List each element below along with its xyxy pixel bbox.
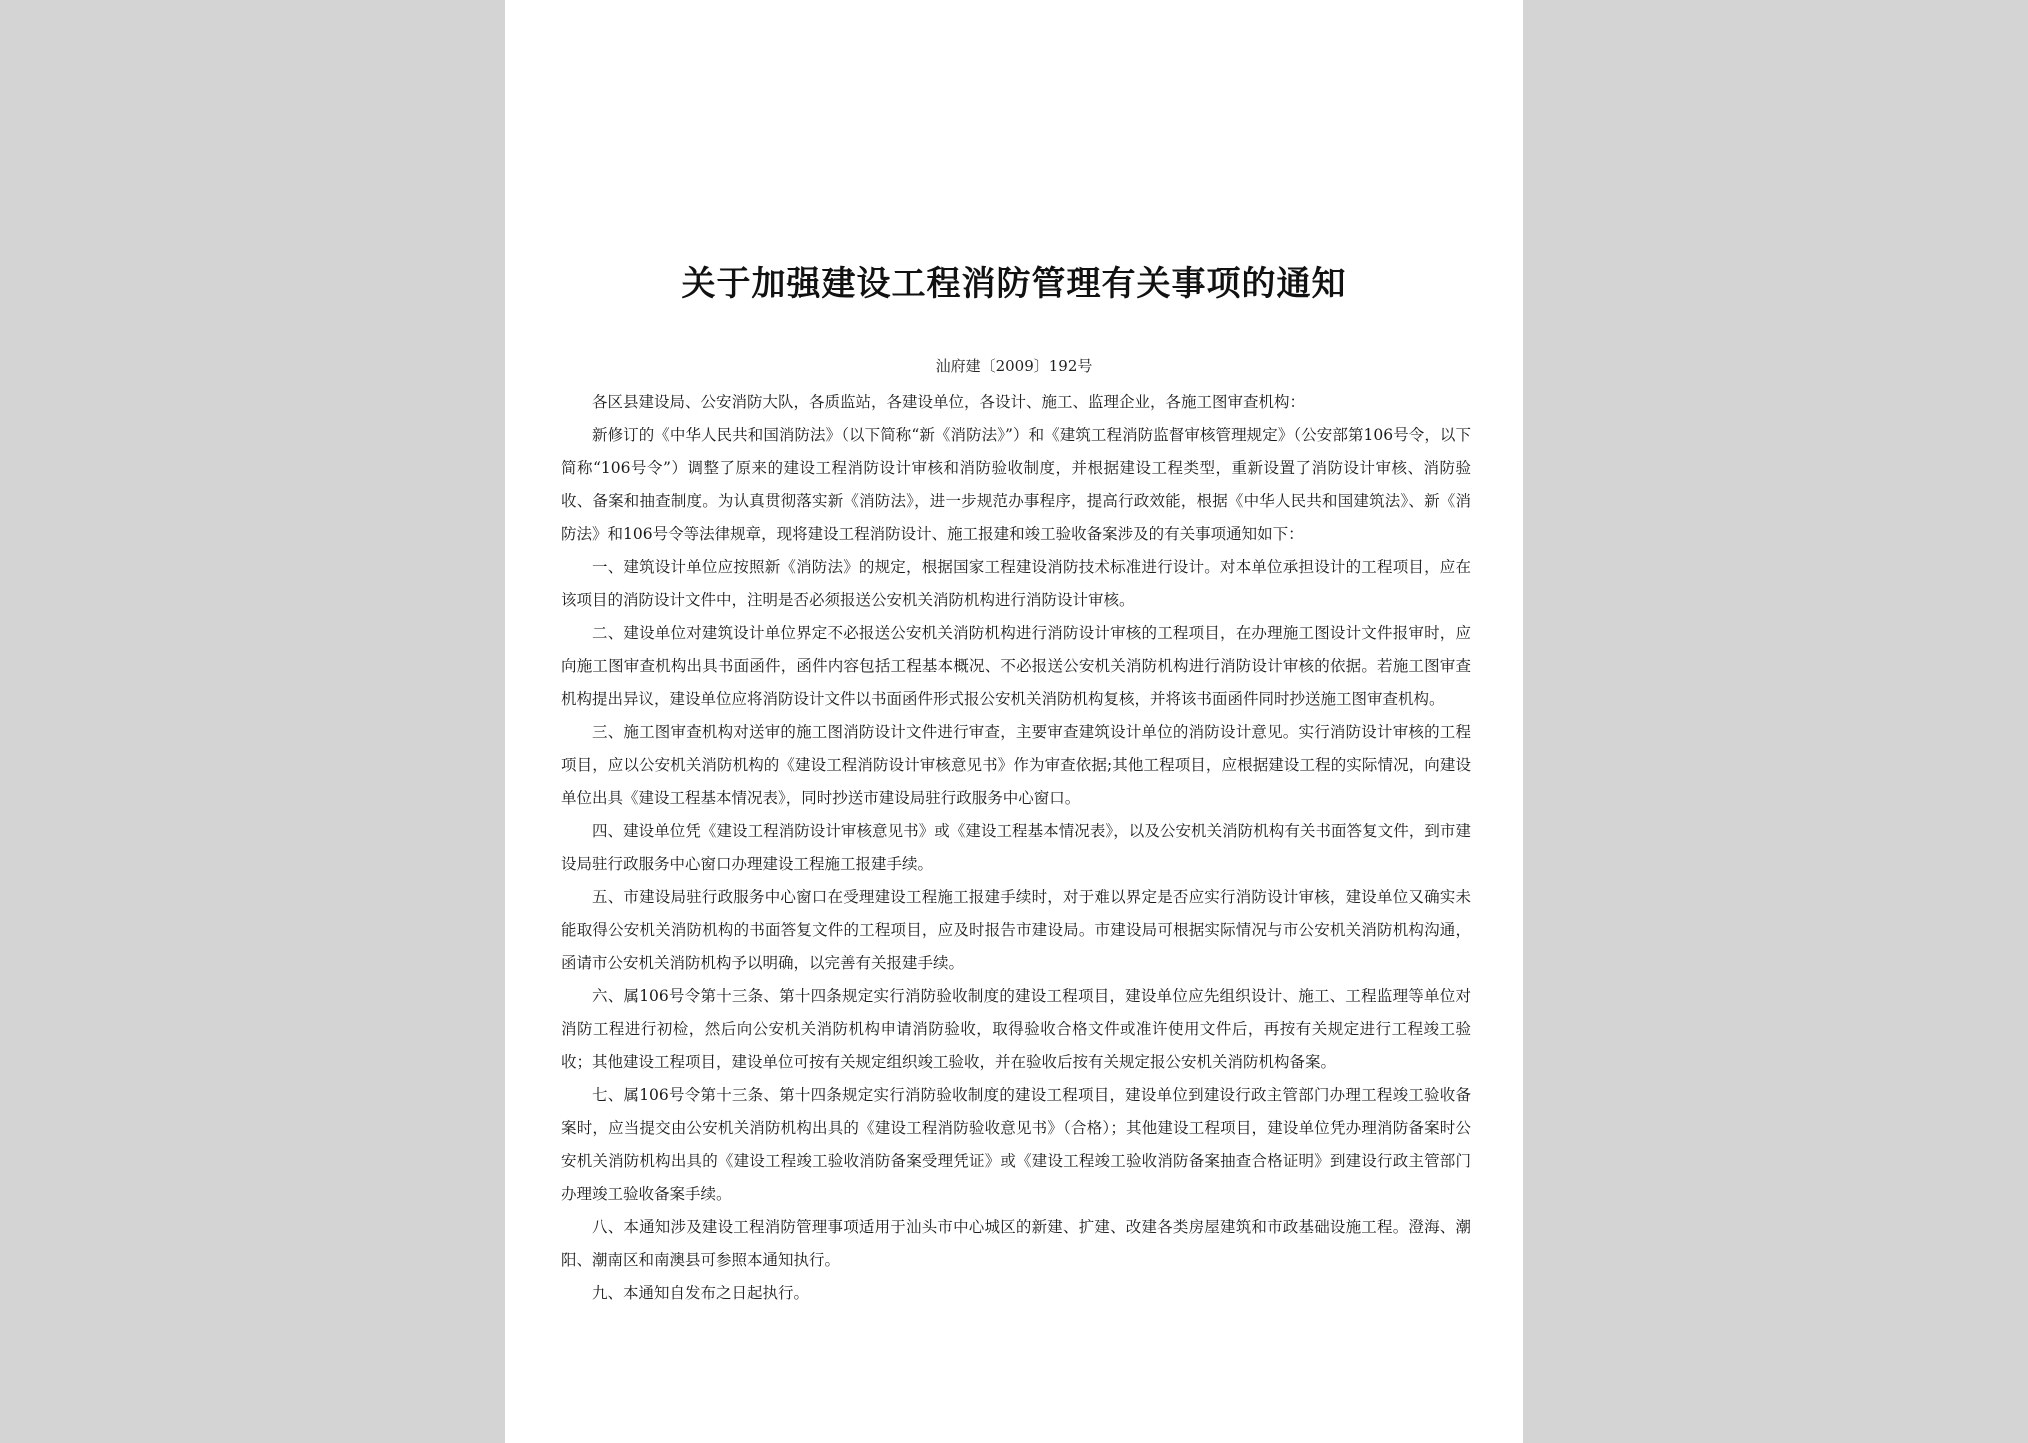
paragraph-item-6: 六、属106号令第十三条、第十四条规定实行消防验收制度的建设工程项目，建设单位应先组织设计、施工、工程监理等单位对消防工程进行初检，然后向公安机关消防机构申请消防验收，取得验收合格文件或准许使用文件后，再按有关规定进行工程竣工验收；其他建设工程项目，建设单位可按有关规定组织竣工验收，并在验收后按有关规定报公安机关消防机构备案。 xyxy=(561,987,1471,1071)
paragraph-item-5: 五、市建设局驻行政服务中心窗口在受理建设工程施工报建手续时，对于难以界定是否应实行消防设计审核，建设单位又确实未能取得公安机关消防机构的书面答复文件的工程项目，应及时报告市建设局。市建设局可根据实际情况与市公安机关消防机构沟通，函请市公安机关消防机构予以明确，以完善有关报建手续。 xyxy=(561,888,1471,972)
paragraph-item-4: 四、建设单位凭《建设工程消防设计审核意见书》或《建设工程基本情况表》，以及公安机关消防机构有关书面答复文件，到市建设局驻行政服务中心窗口办理建设工程施工报建手续。 xyxy=(561,822,1471,873)
paragraph-item-9: 九、本通知自发布之日起执行。 xyxy=(592,1284,810,1302)
paragraph-item-3: 三、施工图审查机构对送审的施工图消防设计文件进行审查，主要审查建筑设计单位的消防设计意见。实行消防设计审核的工程项目，应以公安机关消防机构的《建设工程消防设计审核意见书》作为审查依据;其他工程项目，应根据建设工程的实际情况，向建设单位出具《建设工程基本情况表》，同时抄送市建设局驻行政服务中心窗口。 xyxy=(561,723,1471,807)
paragraph-item-2: 二、建设单位对建筑设计单位界定不必报送公安机关消防机构进行消防设计审核的工程项目，在办理施工图设计文件报审时，应向施工图审查机构出具书面函件，函件内容包括工程基本概况、不必报送公安机关消防机构进行消防设计审核的依据。若施工图审查机构提出异议，建设单位应将消防设计文件以书面函件形式报公安机关消防机构复核，并将该书面函件同时抄送施工图审查机构。 xyxy=(561,624,1471,708)
document-number: 汕府建〔2009〕192号 xyxy=(935,357,1093,375)
paragraph-intro: 新修订的《中华人民共和国消防法》（以下简称“新《消防法》”）和《建筑工程消防监督审核管理规定》（公安部第106号令，以下简称“106号令”）调整了原来的建设工程消防设计审核和消防验收制度，并根据建设工程类型，重新设置了消防设计审核、消防验收、备案和抽查制度。为认真贯彻落实新《消防法》，进一步规范办事程序，提高行政效能，根据《中华人民共和国建筑法》、新《消防法》和106号令等法律规章，现将建设工程消防设计、施工报建和竣工验收备案涉及的有关事项通知如下： xyxy=(561,426,1471,543)
paragraph-item-7: 七、属106号令第十三条、第十四条规定实行消防验收制度的建设工程项目，建设单位到建设行政主管部门办理工程竣工验收备案时，应当提交由公安机关消防机构出具的《建设工程消防验收意见书》（合格）；其他建设工程项目，建设单位凭办理消防备案时公安机关消防机构出具的《建设工程竣工验收消防备案受理凭证》或《建设工程竣工验收消防备案抽查合格证明》到建设行政主管部门办理竣工验收备案手续。 xyxy=(561,1086,1471,1203)
salutation: 各区县建设局、公安消防大队，各质监站，各建设单位，各设计、施工、监理企业，各施工图审查机构： xyxy=(592,393,1306,411)
document-page xyxy=(505,0,1523,1443)
paragraph-item-8: 八、本通知涉及建设工程消防管理事项适用于汕头市中心城区的新建、扩建、改建各类房屋建筑和市政基础设施工程。澄海、潮阳、潮南区和南澳县可参照本通知执行。 xyxy=(561,1218,1471,1269)
document-body xyxy=(561,386,1471,1310)
paragraph-item-1: 一、建筑设计单位应按照新《消防法》的规定，根据国家工程建设消防技术标准进行设计。对本单位承担设计的工程项目，应在该项目的消防设计文件中，注明是否必须报送公安机关消防机构进行消防设计审核。 xyxy=(561,558,1471,609)
document-title: 关于加强建设工程消防管理有关事项的通知 xyxy=(681,264,1347,304)
